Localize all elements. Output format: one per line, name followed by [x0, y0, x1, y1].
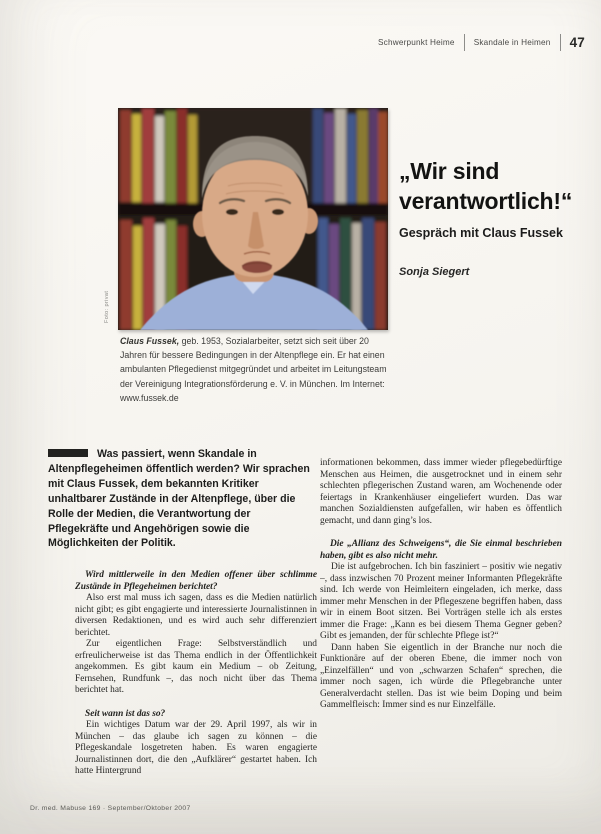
page-number: 47: [569, 34, 585, 50]
photo-credit: Foto: privat: [104, 290, 110, 324]
portrait-illustration: [118, 108, 388, 330]
running-head-topic: Skandale in Heimen: [473, 37, 551, 47]
article-subtitle: Gespräch mit Claus Fussek: [399, 226, 563, 240]
interview-question: Die „Allianz des Schweigens“, die Sie einmal beschrieben haben, gibt es also nicht mehr.: [320, 539, 562, 561]
caption-person-name: Claus Fussek,: [120, 336, 180, 346]
photo-caption: [120, 334, 394, 405]
header-divider: [464, 34, 465, 51]
header-divider: [560, 34, 561, 51]
article-author: Sonja Siegert: [399, 266, 470, 278]
running-head-section: Schwerpunkt Heime: [378, 37, 455, 47]
article-intro: [48, 447, 312, 551]
intro-text: Was passiert, wenn Skandale in Altenpflegeheimen öffentlich werden? Wir sprachen mit Claus Fussek, dem bekannten Kritiker unhaltbarer Zustände in der Altenpflege, über die Rolle der Medien, die Verantwortung der Pflegekräfte und Angehörigen sowie die Möglichkeiten der Politik.: [48, 448, 310, 550]
left-text-column: [75, 570, 317, 802]
right-text-column: [320, 458, 562, 802]
interview-answer: Zur eigentlichen Frage: Selbstverständlich und erfreulicherweise ist das Thema endlich in der Öffentlichkeit angekommen. Es gibt kaum ein Medium – ob Zeitung, Fernsehen, Rundfunk –, das noch nicht über das Thema berichtet hat.: [75, 639, 317, 695]
portrait-photo: [118, 108, 388, 330]
interview-answer: Also erst mal muss ich sagen, dass es die Medien natürlich nicht gibt; es gibt engagierte und interessierte Journalistinnen in diversen Redaktionen, und es wird auch sehr differenziert berichtet.: [75, 593, 317, 638]
headline-block: [399, 156, 589, 278]
intro-square-marker: [48, 449, 88, 457]
running-head: [378, 30, 585, 54]
article-title: „Wir sind verantwortlich!“: [399, 158, 573, 214]
interview-answer: Die ist aufgebrochen. Ich bin fasziniert – positiv wie negativ –, dass inzwischen 70 Prozent meiner Informanten Pflegekräfte sind. Ich werde von Heimleitern eingeladen, ich merke, dass immer mehr Menschen in der Pflegeszene begriffen haben, dass wir in einem Boot sitzen. Bei Vorträgen stelle ich als erstes immer die Frage: „Kann es bei diesem Thema Gegner geben? Gibt es jemanden, der für schlechte Pflege ist?“: [320, 562, 562, 641]
interview-question: Wird mittlerweile in den Medien offener über schlimme Zustände in Pflegeheimen berichtet?: [75, 570, 317, 592]
interview-answer: informationen bekommen, dass immer wieder pflegebedürftige Menschen aus Heimen, die ausgetrocknet und in einem sehr schlechten pflegerischen Zustand waren, am Wochenende oder feiertags in Krankenhäuser eingeliefert wurden. Das war manchen Sozialdiensten aufgefallen, wir haben es öffentlich gemacht, und dann ging’s los.: [320, 458, 562, 526]
footer-imprint: Dr. med. Mabuse 169 · September/Oktober 2007: [30, 805, 191, 812]
interview-answer: Dann haben Sie eigentlich in der Branche nur noch die Funktionäre auf der oberen Ebene, die immer noch von „Einzelfällen“ und von „schwarzen Schafen“ sprechen, die immer noch sagen, ich würde die Pflegebranche unter Generalverdacht stellen. Das ist wie beim Doping und beim Gammelfleisch: Immer sind es nur Einzelfälle.: [320, 642, 562, 710]
caption-text: geb. 1953, Sozialarbeiter, setzt sich seit über 20 Jahren für bessere Bedingungen in der Altenpflege ein. Er hat einen ambulanten Pflegedienst mitgegründet und arbeitet im Leitungsteam der Vereinigung Integrationsförderung e. V. in München. Im Internet: www.fussek.de: [120, 336, 387, 403]
interview-question: Seit wann ist das so?: [85, 708, 166, 719]
interview-answer: Ein wichtiges Datum war der 29. April 1997, als wir in München – das glaube ich sagen zu können – die Pflegeskandale losgetreten haben. Es waren engagierte Journalistinnen dort, die den „Aufklärer“ gestartet haben. Ich hatte Hintergrund: [75, 720, 317, 776]
